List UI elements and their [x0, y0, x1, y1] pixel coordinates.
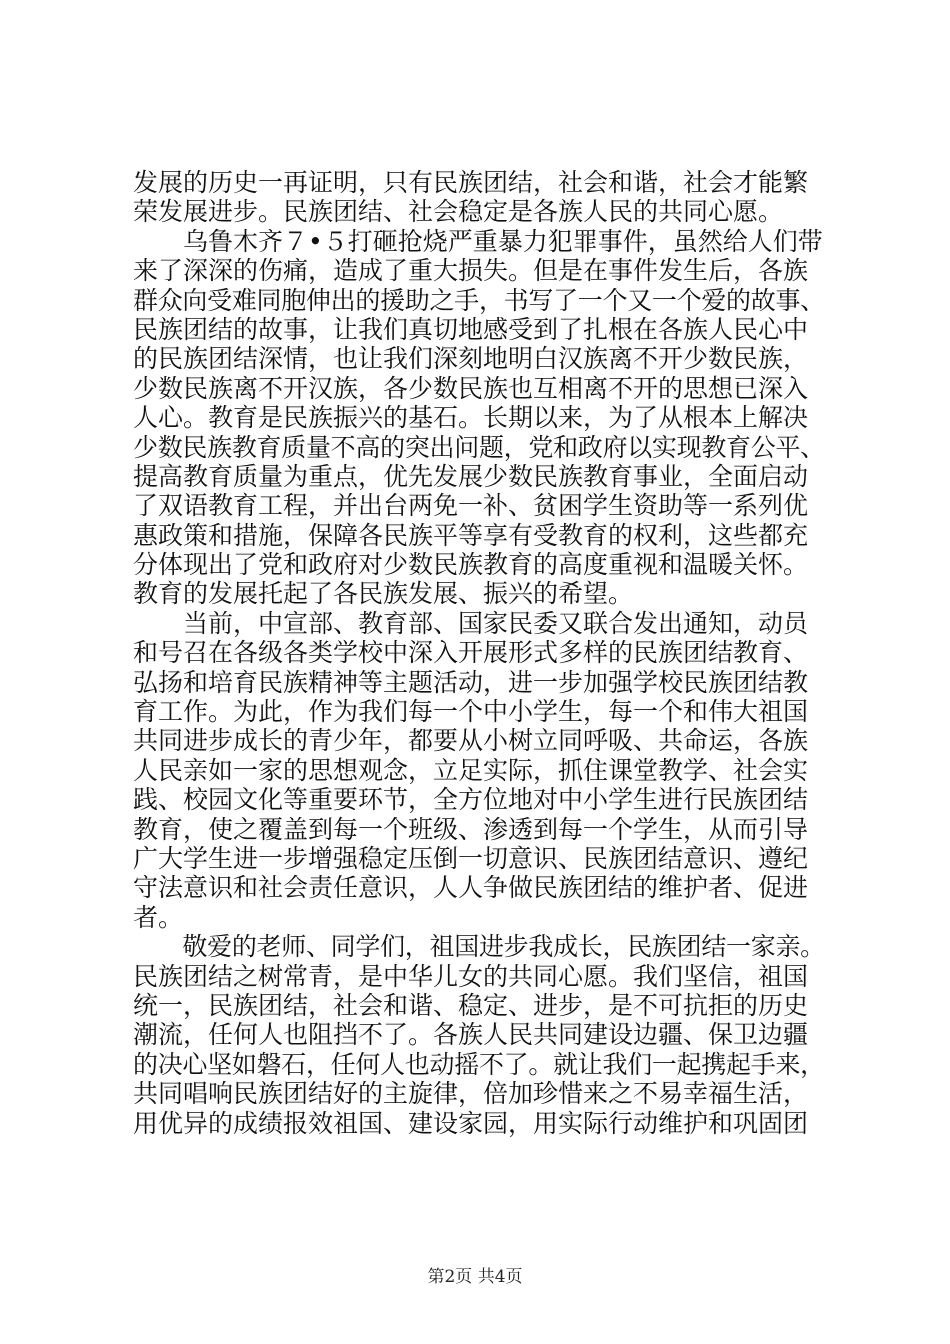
text-line: 育工作。为此，作为我们每一个中小学生，每一个和伟大祖国 — [133, 697, 809, 727]
text-line: 人民亲如一家的思想观念，立足实际，抓住课堂教学、社会实 — [133, 755, 809, 785]
text-line: 潮流，任何人也阻挡不了。各族人民共同建设边疆、保卫边疆 — [133, 1020, 809, 1050]
text-line: 群众向受难同胞伸出的援助之手，书写了一个又一个爱的故事、 — [133, 285, 825, 315]
text-line: 分体现出了党和政府对少数民族教育的高度重视和温暖关怀。 — [133, 550, 809, 580]
text-line: 来了深深的伤痛，造成了重大损失。但是在事件发生后，各族 — [133, 256, 809, 286]
text-line: 教育的发展托起了各民族发展、振兴的希望。 — [133, 579, 634, 609]
text-line: 守法意识和社会责任意识，人人争做民族团结的维护者、促进 — [133, 873, 809, 903]
text-line: 共同唱响民族团结好的主旋律，倍加珍惜来之不易幸福生活， — [133, 1079, 809, 1109]
text-line: 的民族团结深情，也让我们深刻地明白汉族离不开少数民族， — [133, 344, 809, 374]
text-line: 少数民族离不开汉族，各少数民族也互相离不开的思想已深入 — [133, 373, 809, 403]
body-text — [133, 168, 825, 1138]
text-line: 教育，使之覆盖到每一个班级、渗透到每一个学生，从而引导 — [133, 814, 809, 844]
text-line: 和号召在各级各类学校中深入开展形式多样的民族团结教育、 — [133, 638, 809, 668]
text-line: 践、校园文化等重要环节，全方位地对中小学生进行民族团结 — [133, 785, 809, 815]
text-line: 当前，中宣部、教育部、国家民委又联合发出通知，动员 — [133, 608, 809, 638]
text-line: 人心。教育是民族振兴的基石。长期以来，为了从根本上解决 — [133, 403, 809, 433]
text-line: 民族团结之树常青，是中华儿女的共同心愿。我们坚信，祖国 — [133, 961, 809, 991]
page-footer: 第2页 共4页 — [427, 1267, 523, 1287]
text-line: 统一，民族团结，社会和谐、稳定、进步，是不可抗拒的历史 — [133, 990, 809, 1020]
text-line: 用优异的成绩报效祖国、建设家园，用实际行动维护和巩固团 — [133, 1108, 809, 1138]
text-line: 的决心坚如磐石，任何人也动摇不了。就让我们一起携起手来， — [133, 1049, 825, 1079]
text-line: 弘扬和培育民族精神等主题活动，进一步加强学校民族团结教 — [133, 667, 809, 697]
text-line: 少数民族教育质量不高的突出问题，党和政府以实现教育公平、 — [133, 432, 825, 462]
text-line: 乌鲁木齐７•５打砸抢烧严重暴力犯罪事件，虽然给人们带 — [133, 226, 823, 256]
text-line: 民族团结的故事，让我们真切地感受到了扎根在各族人民心中 — [133, 314, 809, 344]
text-line: 发展的历史一再证明，只有民族团结，社会和谐，社会才能繁 — [133, 168, 809, 197]
text-line: 荣发展进步。民族团结、社会稳定是各族人民的共同心愿。 — [133, 197, 784, 227]
text-line: 了双语教育工程，并出台两免一补、贫困学生资助等一系列优 — [133, 491, 809, 521]
text-line: 提高教育质量为重点，优先发展少数民族教育事业，全面启动 — [133, 461, 809, 491]
text-line: 敬爱的老师、同学们，祖国进步我成长，民族团结一家亲。 — [133, 932, 825, 962]
text-line: 者。 — [133, 902, 184, 932]
text-line: 共同进步成长的青少年，都要从小树立同呼吸、共命运，各族 — [133, 726, 809, 756]
text-line: 惠政策和措施，保障各民族平等享有受教育的权利，这些都充 — [133, 520, 809, 550]
text-line: 广大学生进一步增强稳定压倒一切意识、民族团结意识、遵纪 — [133, 843, 809, 873]
